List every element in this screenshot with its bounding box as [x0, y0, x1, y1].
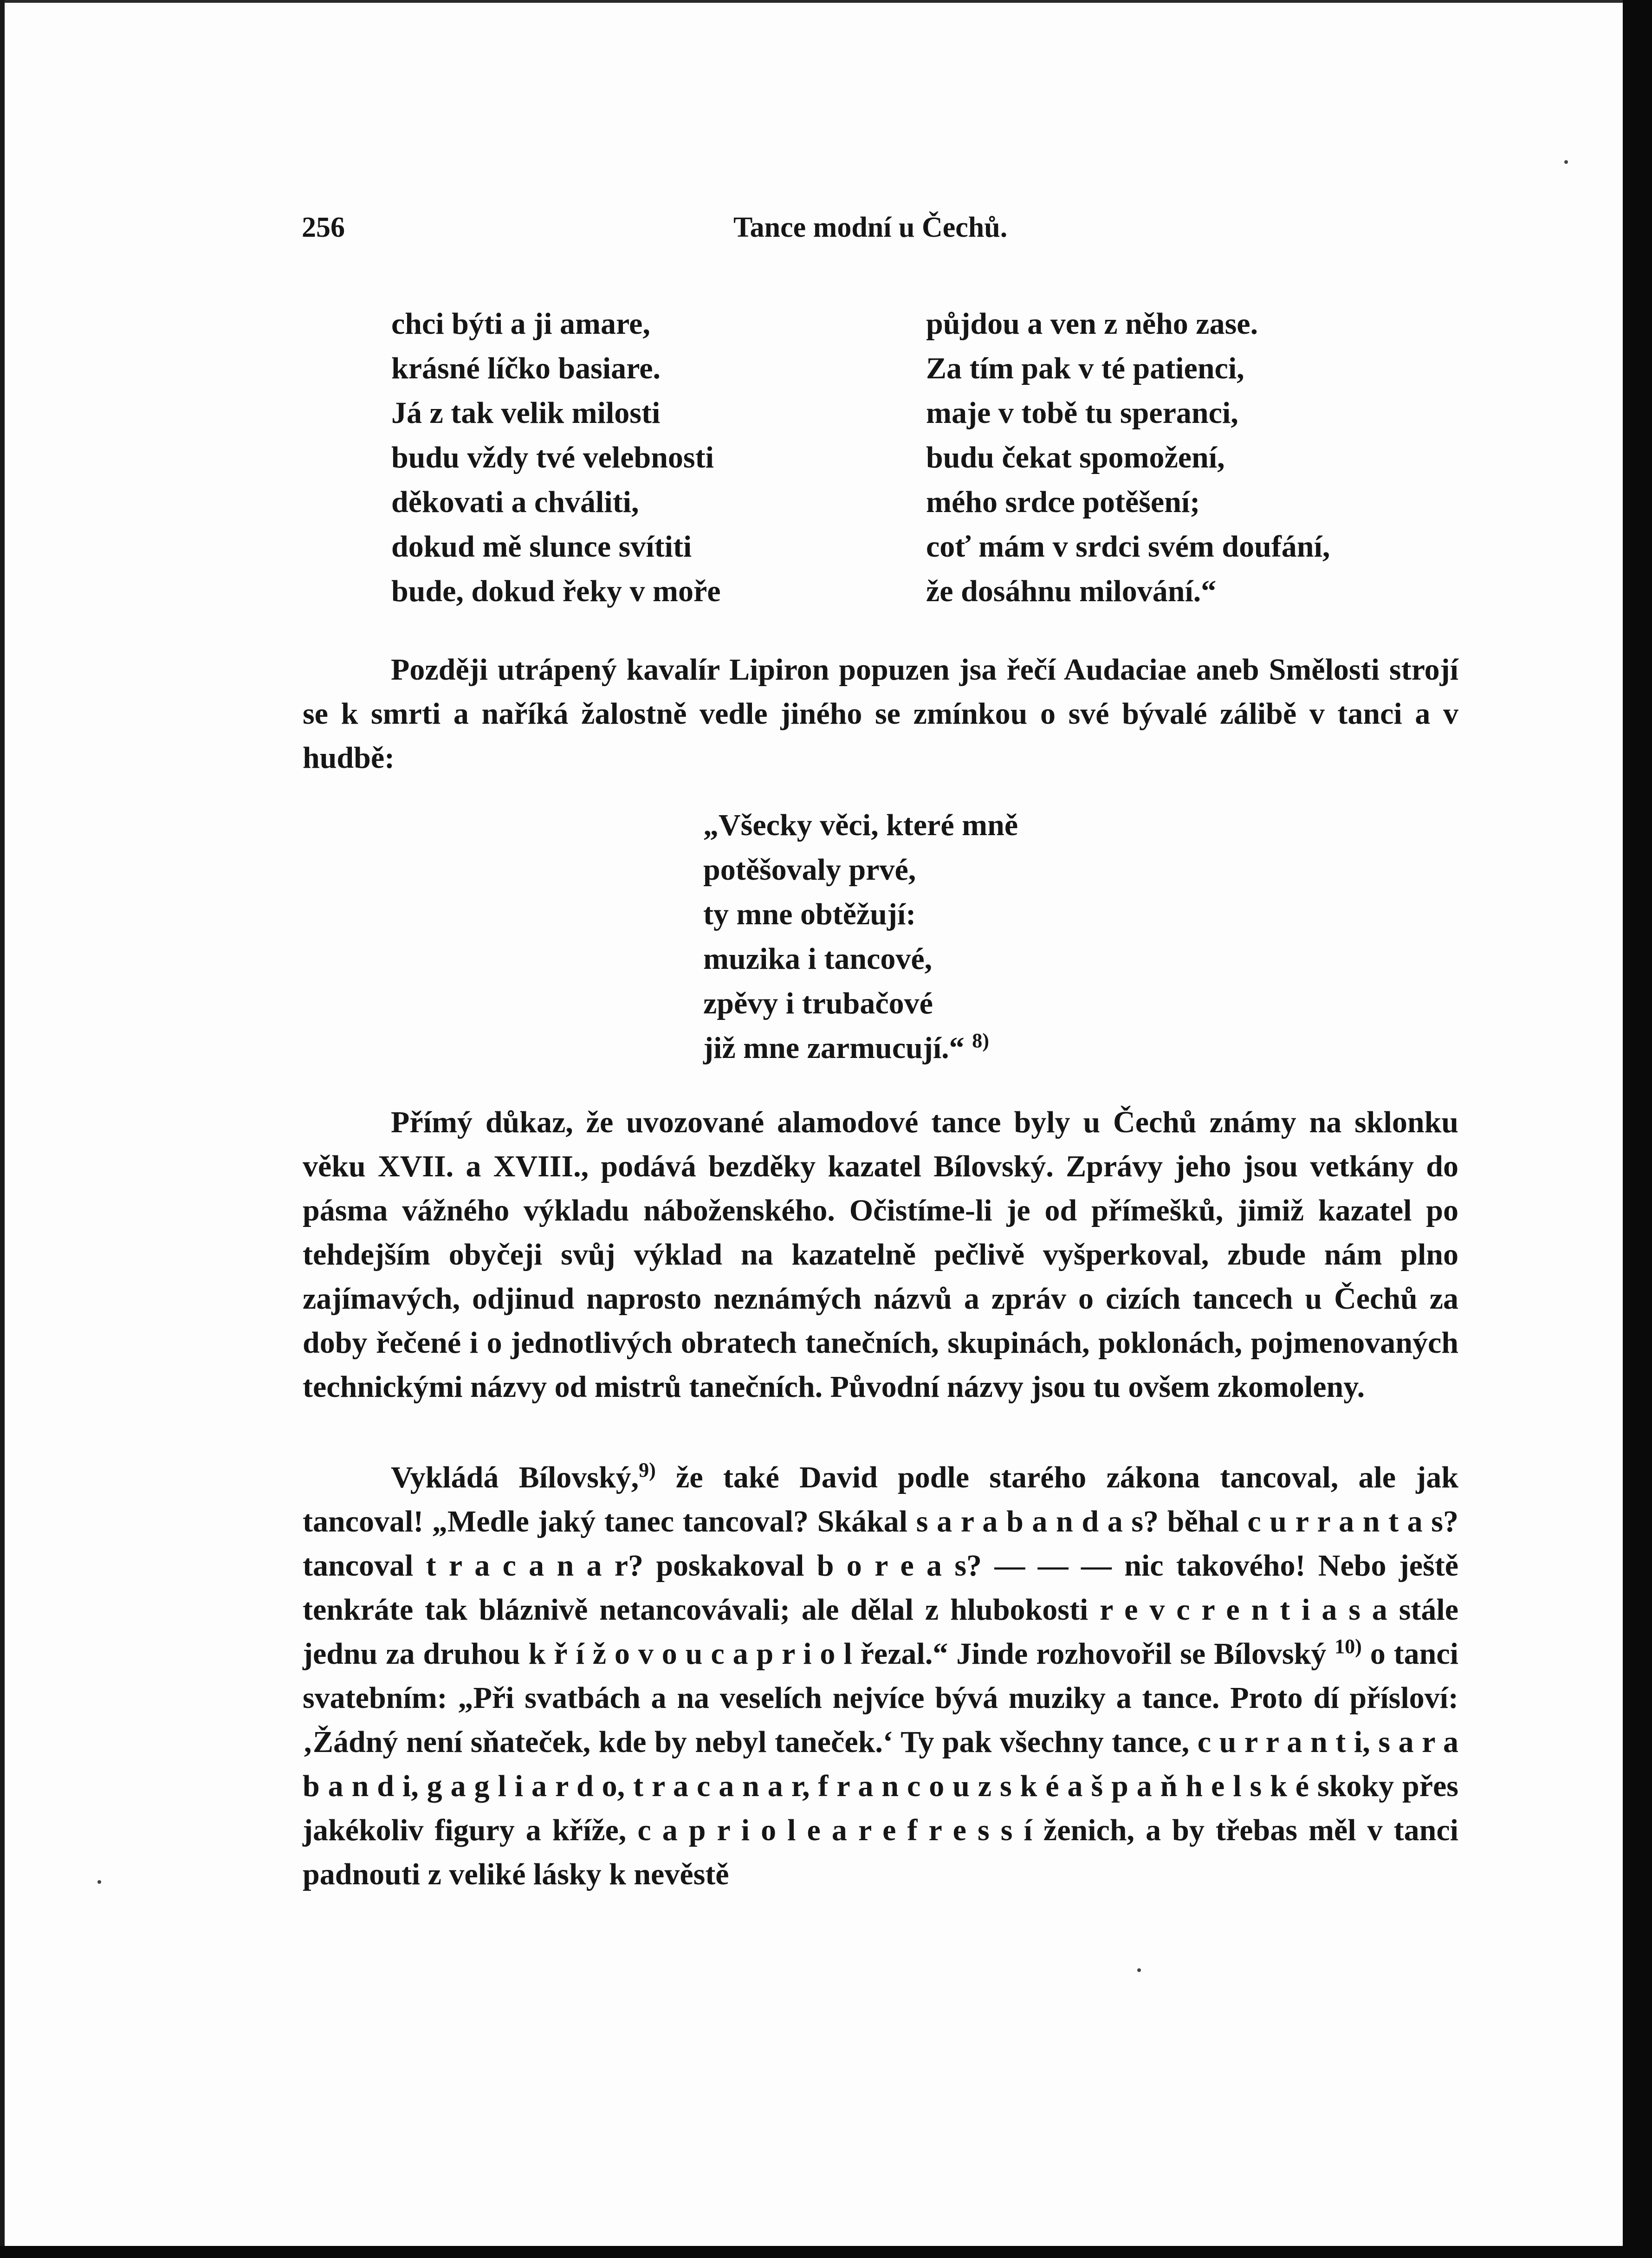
quote-line: zpěvy i trubačové: [703, 986, 933, 1020]
poem-left-column: [391, 302, 721, 614]
scan-edge-top: [0, 0, 1652, 3]
paragraph-text: Vykládá Bílovský,: [391, 1460, 639, 1494]
quote-line-text: již mne zarmucují.“: [703, 1031, 965, 1065]
scan-speck: [1137, 1968, 1141, 1972]
poem-line: že dosáhnu milování.“: [926, 574, 1217, 608]
running-title: Tance modní u Čechů.: [733, 212, 1008, 243]
poem-line: děkovati a chváliti,: [391, 485, 639, 519]
poem-line: mého srdce potěšení;: [926, 485, 1200, 519]
poem-line: dokud mě slunce svítiti: [391, 530, 692, 564]
scan-edge-bottom: [0, 2246, 1652, 2258]
paragraph-text: že také David podle starého zákona tancoval, ale jak tancoval! „Medle jaký tanec tancoval? Skákal s a r a b a n d a s? běhal c u r r a n t a s? tancoval t r a c a n a r? poskakoval b o r e a s? — — — nic takového! Nebo ještě tenkráte tak bláznivě netancovávali; ale dělal z hlubokosti r e v c r e n t i a s a stále jednu za druhou k ř í ž o v o u c a p r i o l řezal.“ Jinde rozhovořil se Bílovský: [303, 1460, 1458, 1671]
paragraph-text: o tanci svatebním: „Při svatbách a na veselích nejvíce bývá muziky a tance. Proto dí přísloví: ‚Žádný není sňateček, kde by nebyl taneček.‘ Ty pak všechny tance, c u r r a n t i, s a r a b a n d i, g a g l i a r d o, t r a c a n a r, f r a n c o u z s k é a š p a ň h e l s k é skoky přes jakékoliv figury a kříže, c a p r i o l e a r e f r e s s í ženich, a by třebas měl v tanci padnouti z veliké lásky k nevěstě: [303, 1637, 1459, 1891]
quote-line: „Všecky věci, které mně: [703, 808, 1018, 842]
quote-line: [703, 1026, 1018, 1071]
footnote-marker: 8): [972, 1029, 989, 1052]
poem-line: Za tím pak v té patienci,: [926, 351, 1244, 385]
quote-line: potěšovaly prvé,: [703, 853, 916, 887]
poem-line: budu čekat spomožení,: [926, 441, 1225, 474]
poem-line: chci býti a ji amare,: [391, 307, 650, 341]
scan-edge-left: [0, 0, 5, 2258]
poem-line: maje v tobě tu speranci,: [926, 396, 1238, 430]
paragraph-lipiron: Později utrápený kavalír Lipiron popuzen jsa řečí Audaciae aneb Smělosti strojí se k smrti a naříká žalostně vedle jiného se zmínkou o své bývalé zálibě v tanci a v hudbě:: [303, 653, 1458, 775]
poem-line: coť mám v srdci svém doufání,: [926, 530, 1330, 564]
paragraph-bilovsky-dances: [303, 1455, 1458, 1896]
block-quote: [703, 803, 1018, 1071]
scan-speck: [1564, 160, 1568, 164]
poem-line: bude, dokud řeky v moře: [391, 574, 721, 608]
quote-line: muzika i tancové,: [703, 942, 933, 976]
poem-right-column: [926, 302, 1330, 614]
footnote-marker: 10): [1335, 1635, 1362, 1658]
scan-speck: [97, 1880, 101, 1884]
poem-line: půjdou a ven z něho zase.: [926, 307, 1258, 341]
poem-line: Já z tak velik milosti: [391, 396, 661, 430]
page-number: 256: [302, 212, 345, 243]
footnote-marker: 9): [639, 1459, 656, 1481]
paragraph-bilovsky-proof: Přímý důkaz, že uvozované alamodové tance byly u Čechů známy na sklonku věku XVII. a XVIII., podává bezděky kazatel Bílovský. Zprávy jeho jsou vetkány do pásma vážného výkladu náboženského. Očistíme-li je od přímešků, jimiž kazatel po tehdejším obyčeji svůj výklad na kazatelně pečlivě vyšperkoval, zbude nám plno zajímavých, odjinud naprosto neznámých názvů a zpráv o cizích tancech u Čechů za doby řečené i o jednotlivých obratech tanečních, skupinách, poklonách, pojmenovaných technickými názvy od mistrů tanečních. Původní názvy jsou tu ovšem zkomoleny.: [303, 1105, 1458, 1404]
scan-edge-right: [1623, 0, 1652, 2258]
page-header: [302, 211, 1462, 253]
poem-line: krásné líčko basiare.: [391, 351, 661, 385]
quote-line: ty mne obtěžují:: [703, 897, 916, 931]
poem-line: budu vždy tvé velebnosti: [391, 441, 714, 474]
